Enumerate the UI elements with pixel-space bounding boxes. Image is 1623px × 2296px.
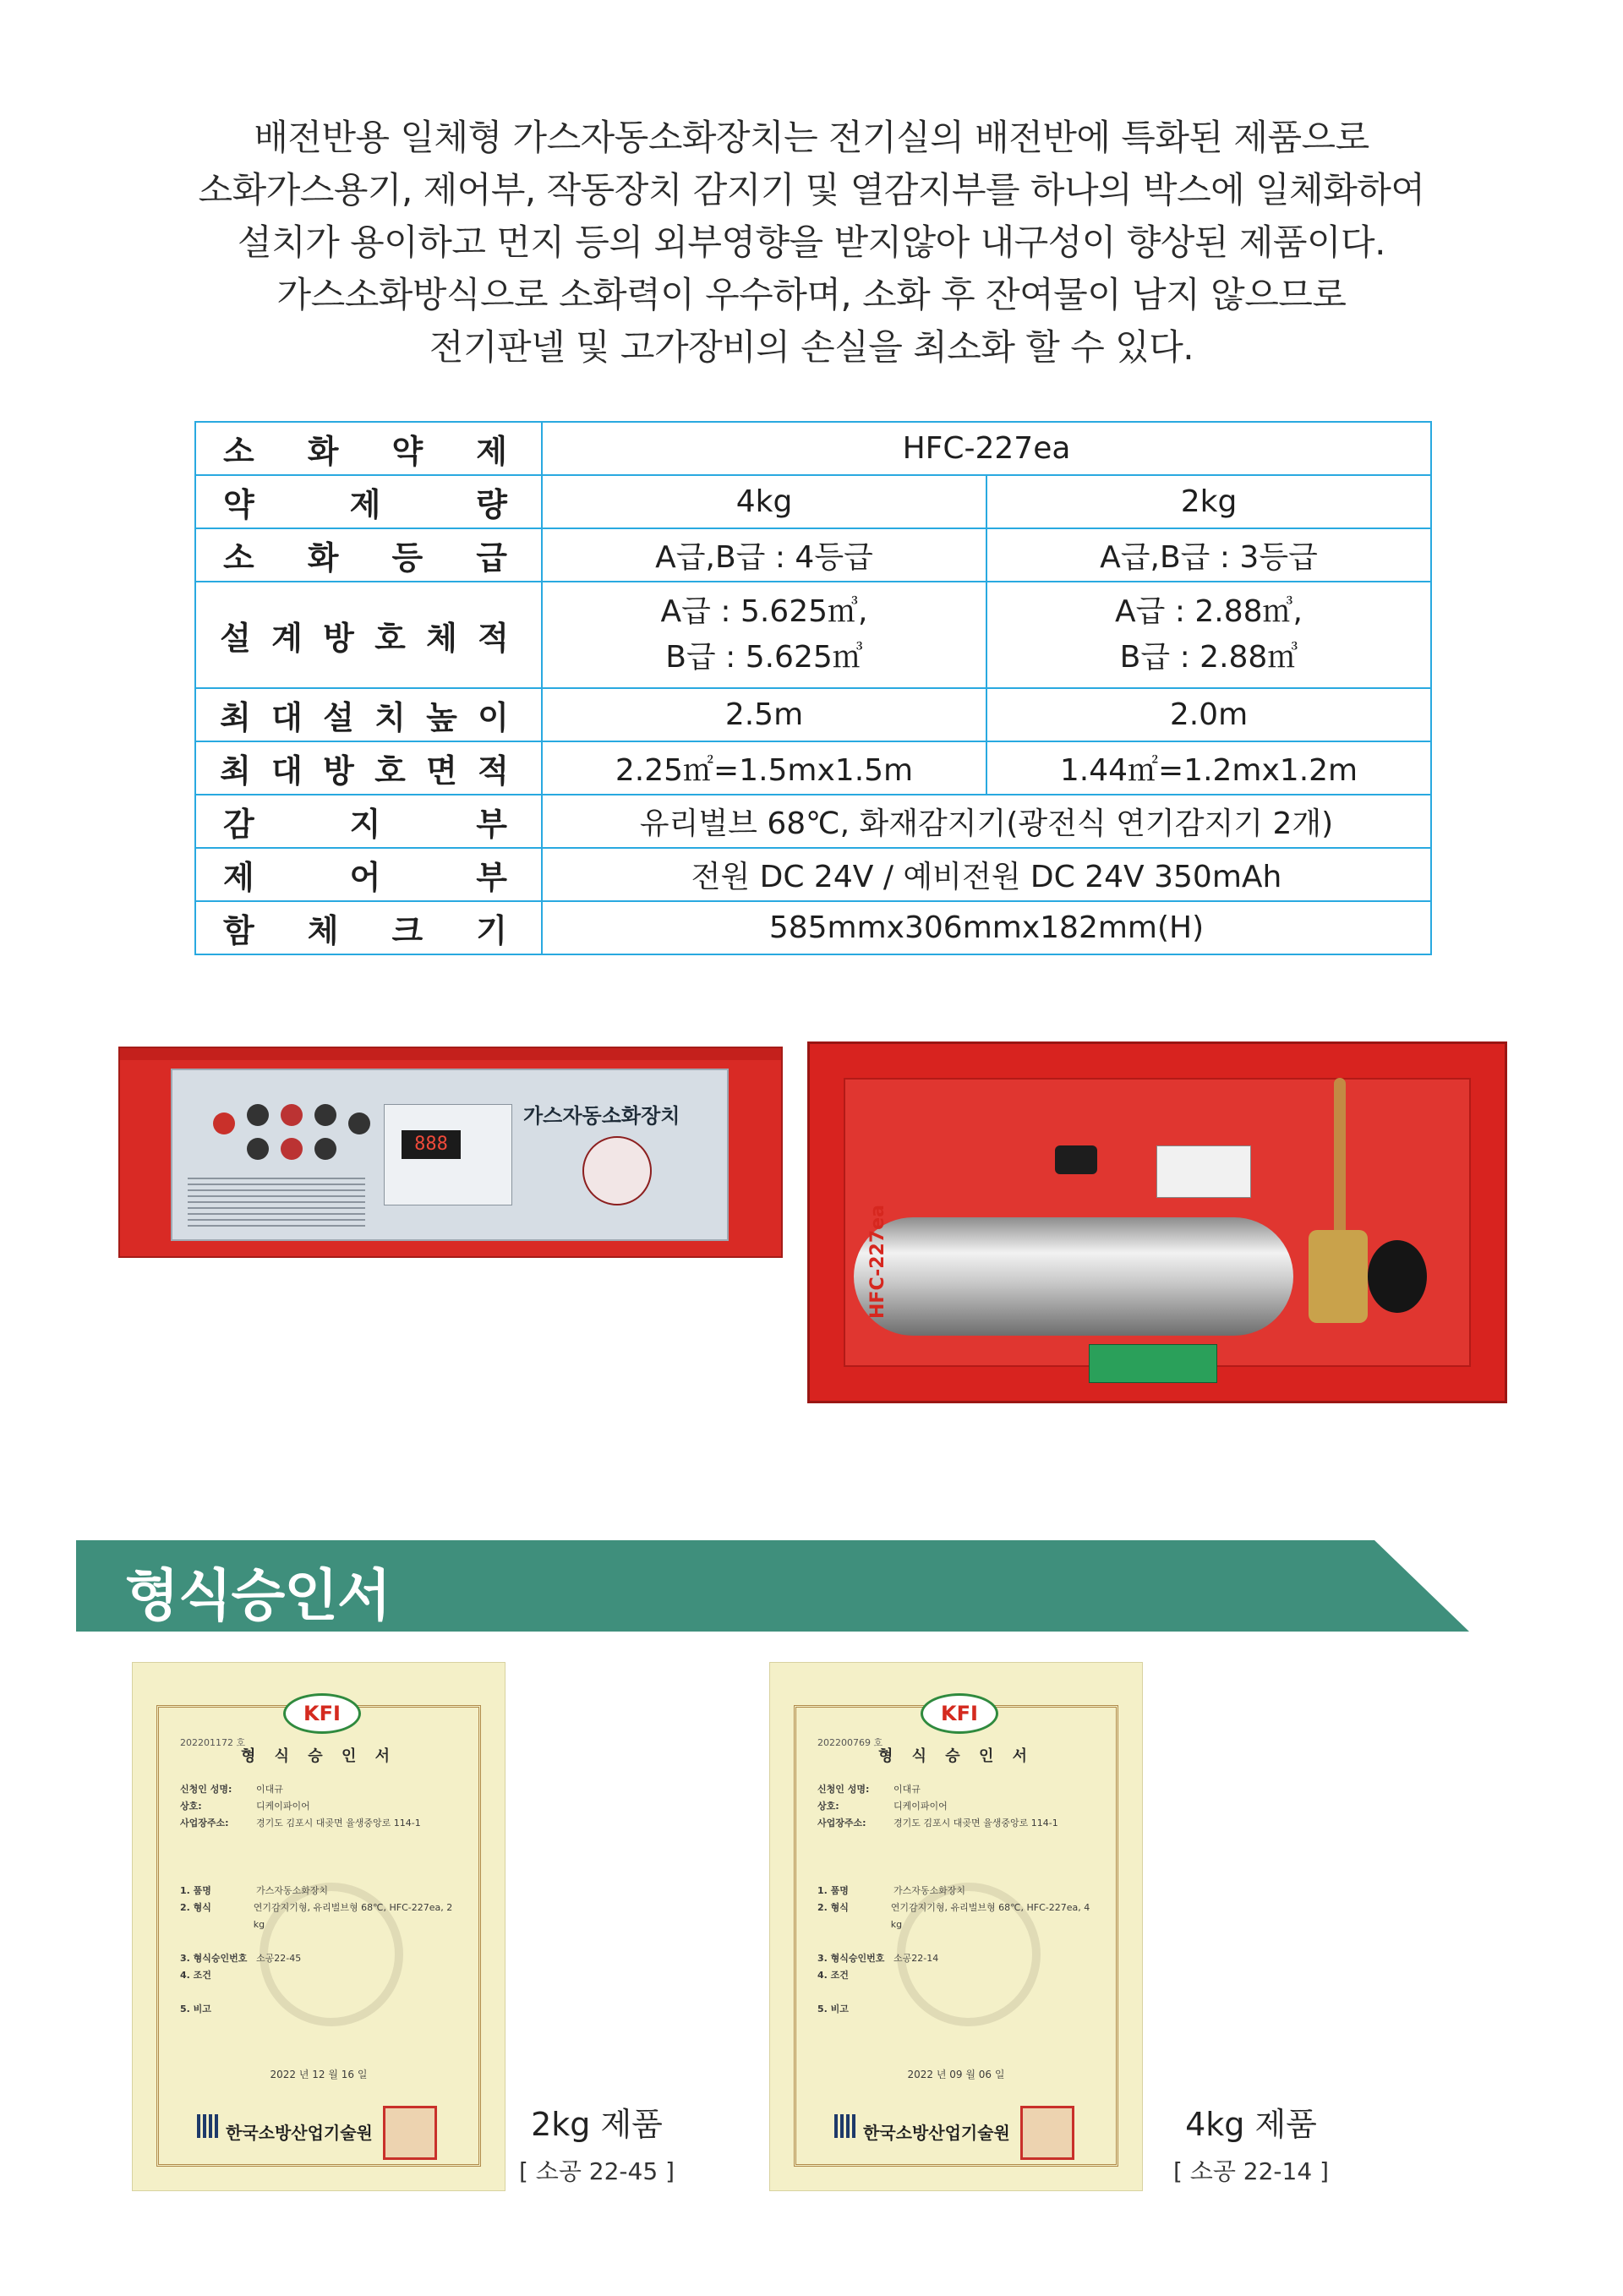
certificate-caption-2kg	[504, 2098, 690, 2187]
spec-label	[195, 741, 542, 795]
cert-row	[817, 1815, 1096, 1832]
cert-value: 경기도 김포시 대곶면 율생중앙로 114-1	[256, 1818, 421, 1829]
certificate-2kg	[132, 1662, 505, 2191]
spec-label-char: 부	[476, 806, 507, 843]
spec-label-char: 대	[271, 752, 303, 790]
cert-row	[180, 1900, 459, 1933]
certificate-caption-4kg	[1158, 2098, 1344, 2187]
cert-key: 4. 조건	[817, 1970, 849, 1981]
spec-label-char: 높	[426, 699, 457, 736]
terminal-block	[1156, 1145, 1251, 1198]
intro-line: 설치가 용이하고 먼지 등의 외부영향을 받지않아 내구성이 향상된 제품이다.	[238, 221, 1385, 263]
circuit-board	[1089, 1344, 1217, 1383]
spec-label-char: 약	[223, 486, 254, 523]
product-photo-interior	[807, 1041, 1507, 1403]
spec-label	[195, 475, 542, 528]
spec-label-char: 제	[223, 859, 254, 896]
spec-value: 2.5m	[542, 688, 986, 741]
spec-label	[195, 848, 542, 901]
cert-key: 2. 형식	[817, 1902, 849, 1913]
spec-label-char: 방	[323, 619, 354, 657]
spec-table	[194, 421, 1432, 955]
section-title: 형식승인서	[125, 1563, 391, 1628]
panel-buttons	[188, 1104, 365, 1172]
cert-row	[817, 1967, 1096, 1984]
product-photo-front	[118, 1047, 783, 1258]
official-stamp-icon	[383, 2106, 437, 2160]
cert-value: 이대규	[256, 1784, 283, 1795]
cert-key: 4. 조건	[180, 1970, 211, 1981]
spec-label-char: 급	[476, 539, 507, 577]
cert-key: 사업장주소:	[180, 1818, 229, 1829]
cert-value: 가스자동소화장치	[893, 1885, 966, 1896]
spec-label-char: 적	[478, 752, 509, 790]
spec-value: 2kg	[986, 475, 1431, 528]
cert-row	[817, 1950, 1096, 1967]
spec-label	[195, 795, 542, 848]
cert-value: 가스자동소화장치	[256, 1885, 329, 1896]
spec-label-char: 기	[476, 912, 507, 949]
kfi-logo: KFI	[283, 1693, 361, 1734]
spec-value-line: B급 : 2.88㎥	[1119, 640, 1298, 675]
spec-value: HFC-227ea	[542, 422, 1431, 475]
cert-key: 3. 형식승인번호	[180, 1953, 248, 1964]
panel-title: 가스자동소화장치	[523, 1104, 680, 1128]
caption-product: 4kg 제품	[1185, 2106, 1317, 2143]
spec-label-char: 등	[391, 539, 424, 577]
spec-label	[195, 422, 542, 475]
cert-row	[817, 1900, 1096, 1933]
intro-line: 가스소화방식으로 소화력이 우수하며, 소화 후 잔여물이 남지 않으므로	[276, 274, 1347, 315]
panel-seal-icon	[582, 1136, 652, 1205]
kfi-logo: KFI	[921, 1693, 998, 1734]
spec-label-char: 크	[391, 912, 424, 949]
cert-key: 신청인 성명:	[180, 1784, 232, 1795]
spec-row-grade	[195, 528, 1431, 582]
cert-row	[180, 1815, 459, 1832]
spec-value: 전원 DC 24V / 예비전원 DC 24V 350mAh	[542, 848, 1431, 901]
qr-code-icon	[834, 2114, 858, 2138]
spec-label-char: 면	[426, 752, 457, 790]
certificate-title: 형 식 승 인 서	[240, 1747, 396, 1765]
spec-label	[195, 528, 542, 582]
qr-code-icon	[197, 2114, 221, 2138]
cert-key: 신청인 성명:	[817, 1784, 870, 1795]
spec-label-char: 호	[374, 619, 406, 657]
spec-row-height	[195, 688, 1431, 741]
spec-row-volume	[195, 582, 1431, 688]
cert-key: 1. 품명	[817, 1885, 849, 1896]
spec-label-char: 계	[271, 619, 303, 657]
certificate-number: 202200769 호	[817, 1737, 883, 1748]
controller-unit	[384, 1104, 512, 1205]
controller-display: 888	[402, 1130, 461, 1159]
intro-line: 배전반용 일체형 가스자동소화장치는 전기실의 배전반에 특화된 제품으로	[254, 117, 1369, 158]
cert-value: 연기감지기형, 유리벌브형 68℃, HFC-227ea, 2 kg	[253, 1902, 453, 1930]
cert-key: 사업장주소:	[817, 1818, 866, 1829]
caption-code: [ 소공 22-14 ]	[1172, 2157, 1329, 2185]
caption-code: [ 소공 22-45 ]	[518, 2157, 675, 2185]
spec-value: A급,B급 : 3등급	[986, 528, 1431, 582]
certificate-body	[817, 1781, 1096, 2018]
panel-instructions	[188, 1173, 365, 1231]
cert-row	[180, 1798, 459, 1815]
cert-row	[180, 1950, 459, 1967]
spec-label-char: 소	[223, 433, 254, 470]
spec-label-char: 부	[476, 859, 507, 896]
certificate-body	[180, 1781, 459, 2018]
spec-label-char: 치	[374, 699, 406, 736]
certificate-issuer: 한국소방산업기술원	[226, 2123, 373, 2143]
spec-label-char: 최	[220, 699, 251, 736]
spec-label-char: 설	[220, 619, 251, 657]
spec-value	[542, 582, 986, 688]
cert-row	[817, 2001, 1096, 2018]
spec-label-char: 방	[323, 752, 354, 790]
spec-label-char: 지	[349, 806, 381, 843]
cert-value: 소공22-45	[256, 1953, 302, 1964]
spec-value-line: A급 : 2.88㎥,	[1114, 594, 1303, 629]
spec-label-char: 화	[307, 539, 339, 577]
cert-row	[180, 2001, 459, 2018]
gas-cylinder	[854, 1205, 1293, 1336]
spec-label-char: 약	[391, 433, 424, 470]
intro-text	[0, 112, 1623, 374]
spec-row-amount	[195, 475, 1431, 528]
cert-value: 디케이파이어	[256, 1801, 310, 1812]
cylinder-valve	[1309, 1230, 1368, 1323]
cert-value: 디케이파이어	[893, 1801, 948, 1812]
valve-knob	[1368, 1240, 1427, 1313]
certificate-4kg	[769, 1662, 1143, 2191]
spec-label-char: 호	[374, 752, 406, 790]
control-panel	[171, 1069, 729, 1241]
spec-label-char: 어	[349, 859, 381, 896]
spec-value: 유리벌브 68℃, 화재감지기(광전식 연기감지기 2개)	[542, 795, 1431, 848]
intro-line: 전기판넬 및 고가장비의 손실을 최소화 할 수 있다.	[429, 326, 1194, 368]
spec-value: A급,B급 : 4등급	[542, 528, 986, 582]
spec-value: 2.25㎡=1.5mx1.5m	[542, 741, 986, 795]
box-lid	[120, 1048, 781, 1060]
cert-row	[180, 1781, 459, 1798]
spec-row-agent	[195, 422, 1431, 475]
spec-label-char: 최	[220, 752, 251, 790]
certificate-number: 202201172 호	[180, 1737, 246, 1748]
spec-row-area	[195, 741, 1431, 795]
spec-label-char: 체	[307, 912, 339, 949]
spec-label-char: 설	[323, 699, 354, 736]
section-banner	[76, 1540, 1469, 1632]
spec-label-char: 량	[476, 486, 507, 523]
spec-label	[195, 688, 542, 741]
certificate-date: 2022 년 12 월 16 일	[270, 2069, 368, 2080]
spec-value: 4kg	[542, 475, 986, 528]
spec-label-char: 체	[426, 619, 457, 657]
spec-label-char: 이	[478, 699, 509, 736]
spec-label-char: 제	[349, 486, 381, 523]
spec-row-control	[195, 848, 1431, 901]
spec-label-char: 화	[307, 433, 339, 470]
spec-row-detector	[195, 795, 1431, 848]
battery-device	[1055, 1145, 1097, 1174]
cert-row	[817, 1798, 1096, 1815]
official-stamp-icon	[1020, 2106, 1074, 2160]
spec-value: 1.44㎡=1.2mx1.2m	[986, 741, 1431, 795]
cert-row	[180, 1967, 459, 1984]
spec-label-char: 감	[223, 806, 254, 843]
cert-key: 3. 형식승인번호	[817, 1953, 885, 1964]
intro-line: 소화가스용기, 제어부, 작동장치 감지기 및 열감지부를 하나의 박스에 일체화하여	[198, 169, 1425, 210]
cert-value: 경기도 김포시 대곶면 율생중앙로 114-1	[893, 1818, 1058, 1829]
spec-label-char: 제	[476, 433, 507, 470]
cert-key: 상호:	[817, 1801, 839, 1812]
spec-value-line: B급 : 5.625㎥	[665, 640, 863, 675]
spec-label-char: 적	[478, 619, 509, 657]
cert-key: 5. 비고	[817, 2004, 849, 2014]
spec-label	[195, 582, 542, 688]
spec-label-char: 소	[223, 539, 254, 577]
cert-value: 소공22-14	[893, 1953, 939, 1964]
cylinder-label: HFC-227ea	[867, 1205, 888, 1319]
caption-product: 2kg 제품	[531, 2106, 663, 2143]
cert-key: 상호:	[180, 1801, 202, 1812]
cert-row	[817, 1781, 1096, 1798]
cert-key: 2. 형식	[180, 1902, 211, 1913]
spec-value: 2.0m	[986, 688, 1431, 741]
spec-value-line: A급 : 5.625㎥,	[660, 594, 868, 629]
cert-value: 이대규	[893, 1784, 921, 1795]
spec-value: 585mmx306mmx182mm(H)	[542, 901, 1431, 954]
copper-pipe	[1334, 1078, 1346, 1238]
cert-key: 5. 비고	[180, 2004, 211, 2014]
certificate-title: 형 식 승 인 서	[877, 1747, 1034, 1765]
spec-value	[986, 582, 1431, 688]
spec-label-char: 함	[223, 912, 254, 949]
cert-row	[180, 1883, 459, 1900]
spec-label	[195, 901, 542, 954]
spec-label-char: 대	[271, 699, 303, 736]
certificate-issuer: 한국소방산업기술원	[863, 2123, 1010, 2143]
cert-key: 1. 품명	[180, 1885, 211, 1896]
cert-value: 연기감지기형, 유리벌브형 68℃, HFC-227ea, 4 kg	[890, 1902, 1090, 1930]
cert-row	[817, 1883, 1096, 1900]
spec-row-size	[195, 901, 1431, 954]
certificate-date: 2022 년 09 월 06 일	[907, 2069, 1005, 2080]
